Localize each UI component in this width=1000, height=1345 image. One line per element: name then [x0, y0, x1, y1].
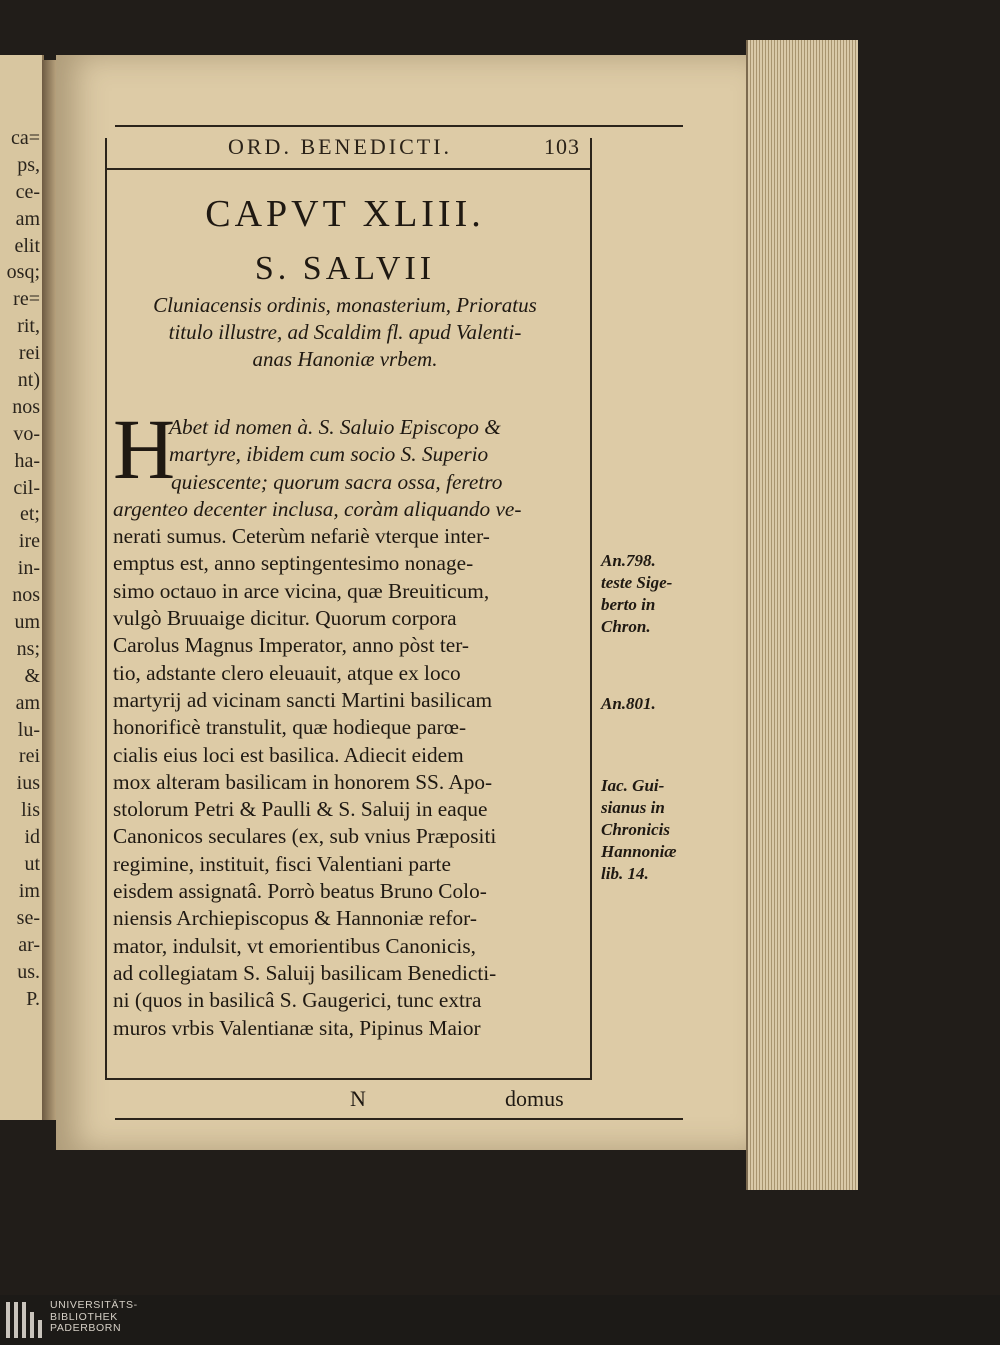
margin-note-line: sianus in [601, 798, 665, 817]
left-page-line: se- [16, 906, 40, 929]
left-page-line: cil- [13, 476, 40, 499]
margin-note-3 [601, 775, 677, 885]
margin-note-line: berto in [601, 595, 656, 614]
left-page-line: ps, [17, 153, 40, 176]
margin-note-2 [601, 693, 656, 715]
running-head: ORD. BENEDICTI. [228, 134, 453, 159]
library-name-line: PADERBORN [50, 1322, 122, 1334]
chapter-title: CAPVT XLIII. [205, 193, 485, 235]
subtitle-line: titulo illustre, ad Scaldim fl. apud Valenti- [168, 320, 522, 344]
left-page-line: in- [17, 557, 40, 580]
body-line: Abet id nomen à. S. Saluio Episcopo & [169, 415, 501, 439]
body-line: niensis Archiepiscopus & Hannoniæ refor- [113, 906, 477, 931]
left-page-line: ns; [16, 637, 40, 660]
left-page-line: ar- [18, 933, 40, 956]
margin-note-line: An.798. [601, 551, 656, 570]
left-page-line: P. [26, 987, 40, 1010]
body-line: ni (quos in basilicâ S. Gaugerici, tunc extra [113, 988, 482, 1013]
body-line: tio, adstante clero eleuauit, atque ex loco [113, 660, 461, 685]
body-line: mox alteram basilicam in honorem SS. Apo- [113, 769, 493, 794]
left-page-line: et; [20, 503, 40, 526]
margin-note-line: lib. 14. [601, 864, 649, 883]
left-page-line: am [15, 207, 40, 230]
drop-cap: H [113, 401, 176, 497]
left-page-line: ius [16, 772, 40, 795]
left-page-line: re= [13, 288, 40, 311]
page-header [110, 132, 580, 160]
left-page-line: ha- [14, 449, 40, 472]
left-page-line: rei [18, 745, 40, 768]
left-page-line: id [24, 826, 40, 849]
left-page-text [2, 125, 40, 1012]
library-name [50, 1300, 138, 1335]
margin-note-line: An.801. [601, 694, 656, 713]
margin-note-line: Iac. Gui- [601, 776, 665, 795]
signature-mark: N [350, 1086, 366, 1111]
page-number: 103 [544, 134, 580, 159]
left-page-line: osq; [6, 261, 40, 284]
library-name-line: BIBLIOTHEK [50, 1310, 118, 1323]
header-rule [105, 168, 590, 170]
left-page-fragment [0, 55, 44, 1120]
left-page-line: am [15, 691, 40, 714]
book-gutter [42, 60, 56, 1120]
body-line: martyrij ad vicinam sancti Martini basilicam [113, 687, 493, 712]
body-line: argenteo decenter inclusa, coràm aliquando ve- [113, 496, 522, 521]
body-line: martyre, ibidem cum socio S. Superio [169, 442, 489, 467]
subtitle-line: Cluniacensis ordinis, monasterium, Prioratus [153, 293, 537, 317]
library-logo-icon [6, 1302, 42, 1338]
body-line: honorificè transtulit, quæ hodieque parœ- [113, 715, 467, 740]
body-line: cialis eius loci est basilica. Adiecit eidem [113, 742, 464, 767]
body-line: nerati sumus. Ceterùm nefariè vterque inter- [113, 524, 490, 549]
margin-note-line: Chron. [601, 617, 651, 636]
left-page-line: nos [12, 395, 40, 418]
left-page-line: nt) [17, 369, 40, 392]
left-page-line: um [14, 611, 40, 634]
library-footer [0, 1295, 1000, 1345]
body-line: regimine, instituit, fisci Valentiani parte [113, 851, 451, 876]
library-name-line: UNIVERSITÄTS- [50, 1299, 138, 1311]
body-line: Carolus Magnus Imperator, anno pòst ter- [113, 633, 469, 658]
section-title: S. SALVII [254, 250, 436, 287]
left-page-line: rei [18, 342, 40, 365]
left-page-line: us. [17, 960, 40, 983]
left-page-line: lis [21, 799, 40, 822]
left-page-line: elit [14, 234, 40, 257]
body-line: simo octauo in arce vicina, quæ Breuiticum, [113, 578, 490, 603]
body-line: vulgò Bruuaige dicitur. Quorum corpora [113, 606, 457, 631]
body-line: mator, indulsit, vt emorientibus Canonicis, [113, 933, 476, 958]
left-page-line: lu- [17, 718, 40, 741]
left-page-line: ca= [10, 127, 40, 149]
body-line: muros vrbis Valentianæ sita, Pipinus Maior [113, 1015, 481, 1040]
page-edges [746, 40, 858, 1190]
footer-rule [115, 1118, 683, 1120]
subtitle [112, 292, 578, 373]
body-line: ad collegiatam S. Saluij basilicam Benedicti- [113, 960, 497, 985]
left-page-line: nos [12, 584, 40, 607]
left-page-line: vo- [13, 422, 40, 445]
body-line: stolorum Petri & Paulli & S. Saluij in eaque [113, 797, 488, 822]
body-line: quiescente; quorum sacra ossa, feretro [171, 469, 503, 494]
body-line: emptus est, anno septingentesimo nonage- [113, 551, 474, 576]
margin-note-line: Chronicis [601, 820, 670, 839]
bottom-rule [105, 1078, 590, 1080]
body-line: eisdem assignatâ. Porrò beatus Bruno Colo- [113, 879, 487, 904]
margin-note-line: teste Sige- [601, 573, 673, 592]
top-rule [115, 125, 683, 127]
left-page-line: & [24, 664, 40, 687]
margin-note-1 [601, 550, 672, 638]
body-text [113, 414, 579, 1042]
left-page-line: rit, [17, 315, 40, 338]
left-page-line: ire [18, 530, 40, 553]
left-page-line: im [18, 879, 40, 902]
left-page-line: ut [24, 853, 40, 876]
body-line: Canonicos seculares (ex, sub vnius Præpositi [113, 824, 497, 849]
left-page-line: ce- [15, 180, 40, 203]
subtitle-line: anas Hanoniæ vrbem. [252, 347, 438, 371]
margin-note-line: Hannoniæ [601, 842, 677, 861]
catchword: domus [505, 1086, 564, 1111]
